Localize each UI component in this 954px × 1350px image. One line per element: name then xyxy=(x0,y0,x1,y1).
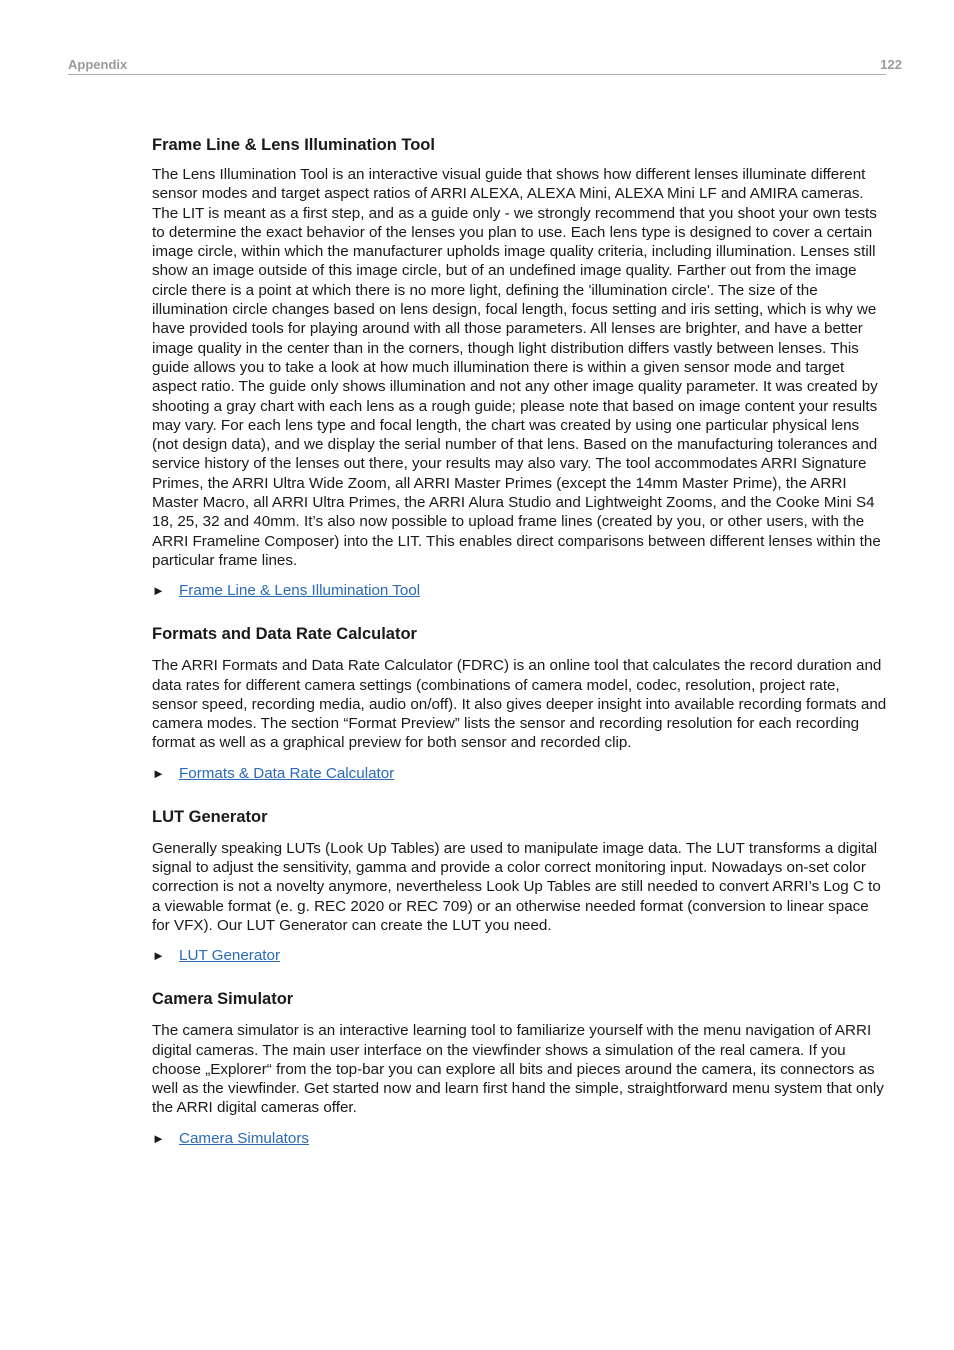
link-row xyxy=(152,764,887,784)
header-section-label: Appendix xyxy=(68,57,128,72)
section-body: The ARRI Formats and Data Rate Calculator (FDRC) is an online tool that calculates the record duration and data rates for different camera settings (combinations of camera model, codec, resolution, project rate, sensor speed, recording media, audio on/off). It also gives deeper insight into available recording formats and camera modes. The section “Format Preview” lists the sensor and recording resolution for each recording format as well as a graphical preview for both sensor and recorded clip. xyxy=(152,657,887,752)
link-row xyxy=(152,581,887,601)
header-divider xyxy=(68,74,886,75)
link-row xyxy=(152,1129,887,1149)
arrow-right-icon: ► xyxy=(152,765,165,781)
section-lens-illumination-tool xyxy=(152,134,887,601)
section-body: Generally speaking LUTs (Look Up Tables) are used to manipulate image data. The LUT transforms a digital signal to adjust the sensitivity, gamma and provide a color correct monitoring input. Nowadays on-set color correction is not a novelty anymore, nevertheless Look Up Tables are still needed to convert ARRI’s Log C to a viewable format (e. g. REC 2020 or REC 709) or an otherwise needed format (conversion to linear space for VFX). Our LUT Generator can create the LUT you need. xyxy=(152,839,881,934)
data-rate-calculator-link[interactable]: Formats & Data Rate Calculator xyxy=(179,764,395,782)
arrow-right-icon: ► xyxy=(152,948,165,964)
link-row xyxy=(152,946,887,966)
section-title: Camera Simulator xyxy=(152,990,294,1009)
page-number: 122 xyxy=(880,57,902,72)
section-title: Frame Line & Lens Illumination Tool xyxy=(152,136,435,154)
section-lut-generator xyxy=(152,806,887,966)
arrow-right-icon: ► xyxy=(152,1130,165,1146)
section-body: The camera simulator is an interactive learning tool to familiarize yourself with the menu navigation of ARRI digital cameras. The main user interface on the viewfinder shows a simulation of the real camera. If you choose „Explorer“ from the top-bar you can explore all bits and pieces around the camera, its connectors as well as the viewfinder. Get started now and learn first hand the simple, straightforward menu system that only the ARRI digital cameras offer. xyxy=(152,1022,884,1117)
page-header xyxy=(68,55,902,75)
section-camera-simulator xyxy=(152,988,887,1148)
section-body: The Lens Illumination Tool is an interactive visual guide that shows how different lenses illuminate different sensor modes and target aspect ratios of ARRI ALEXA, ALEXA Mini, ALEXA Mini LF and AMIRA cameras. The LIT is meant as a first step, and as a guide only - we strongly recommend that you shoot your own tests to determine the exact behavior of the lenses you plan to use. Each lens type is designed to cover a certain image circle, within which the manufacturer upholds image quality criteria, including illumination. Lenses still show an image outside of this image circle, but of an undefined image quality. Farther out from the image circle there is a point at which there is no more light, defining the 'illumination circle'. The size of the illumination circle changes based on lens design, focal length, focus setting and iris setting, which is why we have provided tools for playing around with all those parameters. All lenses are brighter, and have a better image quality in the center than in the corners, though light distribution differs vastly between lenses. This guide allows you to take a look at how much illumination there is within a given sensor mode and target aspect ratio. The guide only shows illumination and not any other image quality parameter. It was created by shooting a gray chart with each lens as a rough guide; please note that based on image content your results may vary. For each lens type and focal length, the chart was created by using one particular physical lens (not design data), and we display the serial number of that lens. Based on the manufacturing tolerances and service history of the lenses out there, your results may also vary. The tool accommodates ARRI Signature Primes, the ARRI Ultra Wide Zoom, all ARRI Master Primes (except the 14mm Master Prime), the ARRI Master Macro, all ARRI Ultra Primes, the ARRI Alura Studio and Lightweight Zooms, and the Cooke Mini S4 18, 25, 32 and 40mm. It’s also now possible to upload frame lines (created by you, or other users, with the ARRI Frameline Composer) into the LIT. This enables direct comparisons between different lenses within the particular frame lines. xyxy=(152,166,881,569)
lut-generator-link[interactable]: LUT Generator xyxy=(179,947,281,965)
lens-illumination-tool-link[interactable]: Frame Line & Lens Illumination Tool xyxy=(179,582,421,600)
section-title: Formats and Data Rate Calculator xyxy=(152,625,417,644)
section-title: LUT Generator xyxy=(152,807,268,826)
section-data-rate-calculator xyxy=(152,623,887,783)
arrow-right-icon: ► xyxy=(152,583,165,599)
page-content xyxy=(152,134,887,1171)
camera-simulators-link[interactable]: Camera Simulators xyxy=(179,1129,309,1147)
